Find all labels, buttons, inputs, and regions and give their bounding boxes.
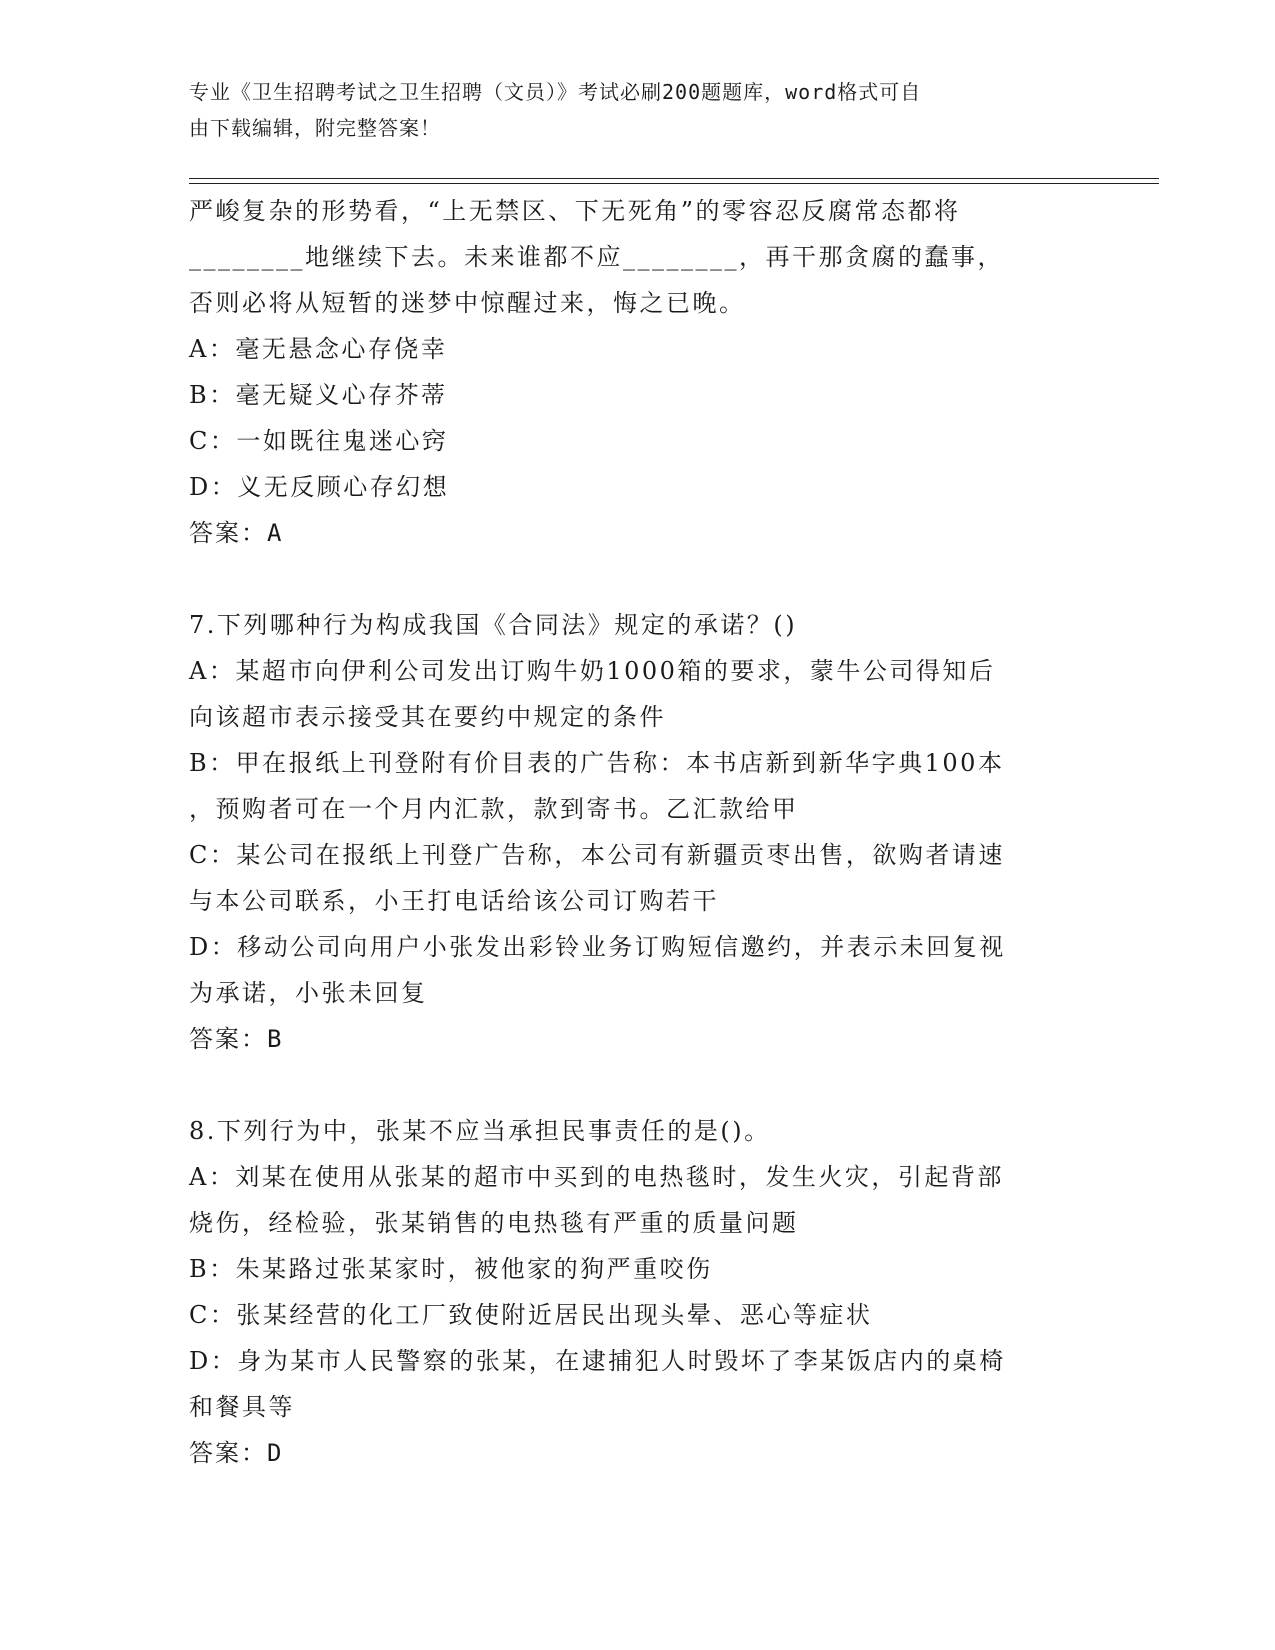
page-header bbox=[189, 74, 1079, 146]
option-b: B：朱某路过张某家时，被他家的狗严重咬伤 bbox=[189, 1255, 713, 1283]
answer-value: D bbox=[267, 1439, 284, 1467]
option-a: A：刘某在使用从张某的超市中买到的电热毯时，发生火灾，引起背部 bbox=[189, 1163, 1004, 1191]
option-d: D：移动公司向用户小张发出彩铃业务订购短信邀约，并表示未回复视 bbox=[189, 933, 1006, 961]
option-c-cont: 与本公司联系，小王打电话给该公司订购若干 bbox=[189, 887, 719, 915]
option-d: D：义无反顾心存幻想 bbox=[189, 473, 450, 501]
option-b-cont: ，预购者可在一个月内汇款，款到寄书。乙汇款给甲 bbox=[189, 795, 799, 823]
option-a: A：某超市向伊利公司发出订购牛奶1000箱的要求，蒙牛公司得知后 bbox=[189, 657, 996, 685]
option-a-cont: 烧伤，经检验，张某销售的电热毯有严重的质量问题 bbox=[189, 1209, 799, 1237]
answer-line bbox=[189, 510, 1079, 556]
question-stem-line: 否则必将从短暂的迷梦中惊醒过来，悔之已晚。 bbox=[189, 289, 746, 317]
header-line-2: 由下载编辑，附完整答案！ bbox=[189, 116, 441, 140]
question-stem-line: 8.下列行为中，张某不应当承担民事责任的是()。 bbox=[189, 1117, 771, 1145]
question-stem-line: ________地继续下去。未来谁都不应________，再干那贪腐的蠢事， bbox=[189, 243, 1004, 271]
answer-label: 答案： bbox=[189, 519, 267, 547]
option-c: C：一如既往鬼迷心窍 bbox=[189, 427, 449, 455]
option-b: B：甲在报纸上刊登附有价目表的广告称：本书店新到新华字典100本 bbox=[189, 749, 1005, 777]
spacer bbox=[189, 1062, 1079, 1108]
header-line-1: 专业《卫生招聘考试之卫生招聘（文员）》考试必刷200题题库，word格式可自 bbox=[189, 80, 922, 104]
answer-line bbox=[189, 1016, 1079, 1062]
document-body bbox=[189, 188, 1079, 1476]
header-divider bbox=[189, 178, 1159, 184]
answer-label: 答案： bbox=[189, 1439, 267, 1467]
question-8 bbox=[189, 1108, 1079, 1476]
option-a-cont: 向该超市表示接受其在要约中规定的条件 bbox=[189, 703, 666, 731]
option-c: C：张某经营的化工厂致使附近居民出现头晕、恶心等症状 bbox=[189, 1301, 873, 1329]
question-6 bbox=[189, 188, 1079, 556]
answer-value: B bbox=[267, 1025, 284, 1053]
answer-label: 答案： bbox=[189, 1025, 267, 1053]
answer-value: A bbox=[267, 519, 284, 547]
option-c: C：某公司在报纸上刊登广告称，本公司有新疆贡枣出售，欲购者请速 bbox=[189, 841, 1005, 869]
question-7 bbox=[189, 602, 1079, 1062]
option-d: D：身为某市人民警察的张某，在逮捕犯人时毁坏了李某饭店内的桌椅 bbox=[189, 1347, 1006, 1375]
option-d-cont: 为承诺，小张未回复 bbox=[189, 979, 428, 1007]
option-a: A：毫无悬念心存侥幸 bbox=[189, 335, 448, 363]
option-b: B：毫无疑义心存芥蒂 bbox=[189, 381, 448, 409]
question-stem-line: 严峻复杂的形势看，“上无禁区、下无死角”的零容忍反腐常态都将 bbox=[189, 197, 961, 225]
question-stem-line: 7.下列哪种行为构成我国《合同法》规定的承诺？() bbox=[189, 611, 798, 639]
answer-line bbox=[189, 1430, 1079, 1476]
option-d-cont: 和餐具等 bbox=[189, 1393, 295, 1421]
spacer bbox=[189, 556, 1079, 602]
